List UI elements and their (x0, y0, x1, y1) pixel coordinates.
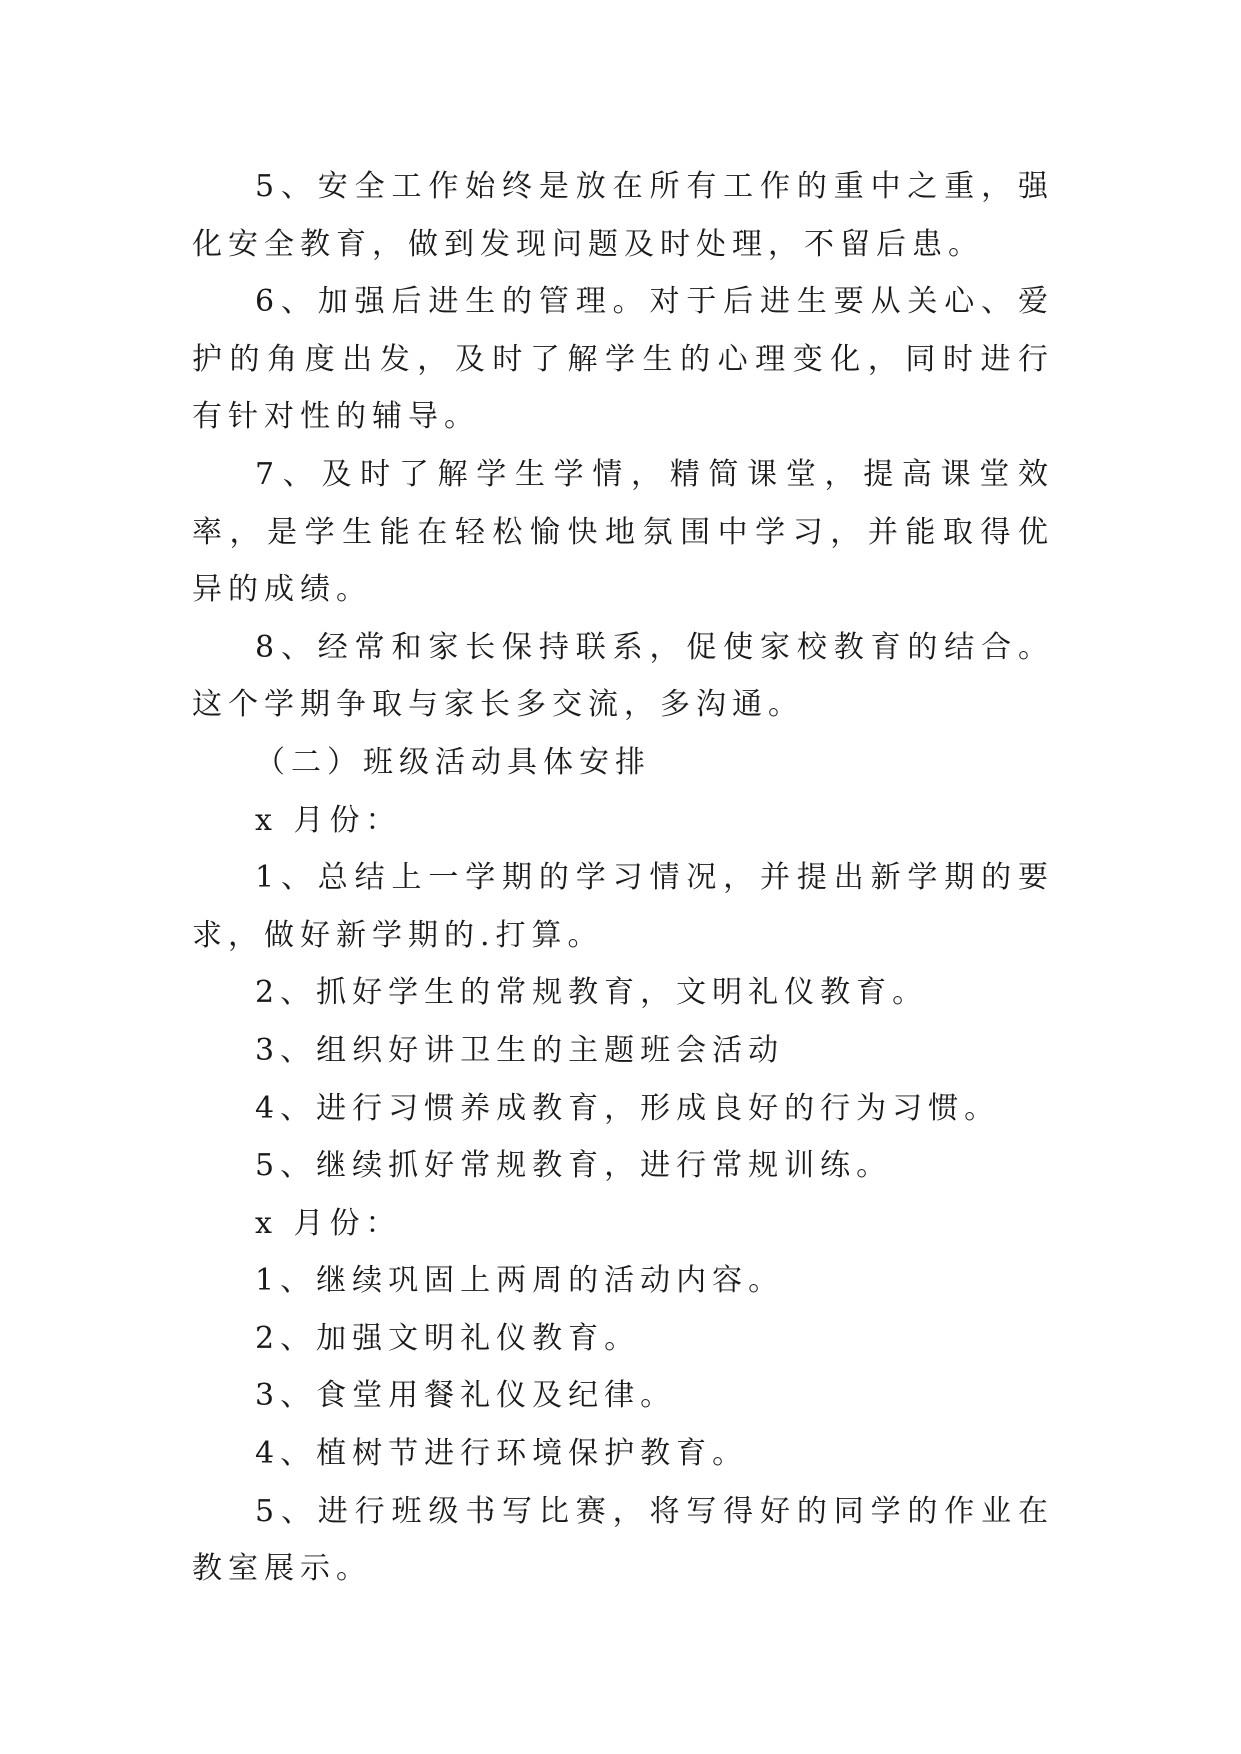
paragraph-parent-contact: 8、经常和家长保持联系，促使家校教育的结合。这个学期争取与家长多交流，多沟通。 (192, 629, 1054, 723)
paragraph-classroom-efficiency: 7、及时了解学生学情，精简课堂，提高课堂效率，是学生能在轻松愉快地氛围中学习，并能取得优异的成绩。 (192, 456, 1054, 608)
list-item: 3、食堂用餐礼仪及纪律。 (255, 1378, 677, 1414)
list-item: 3、组织好讲卫生的主题班会活动 (255, 1032, 785, 1068)
section-heading-class-activities: （二）班级活动具体安排 (255, 744, 651, 780)
list-item: 4、进行习惯养成教育，形成良好的行为习惯。 (255, 1090, 1001, 1126)
list-item: 5、进行班级书写比赛，将写得好的同学的作业在教室展示。 (192, 1493, 1054, 1587)
list-item: 2、加强文明礼仪教育。 (255, 1320, 641, 1356)
paragraph-struggling-students: 6、加强后进生的管理。对于后进生要从关心、爱护的角度出发，及时了解学生的心理变化，同时进行有针对性的辅导。 (192, 284, 1054, 435)
list-item: 4、植树节进行环境保护教育。 (255, 1436, 749, 1472)
month-heading-1: x 月份： (255, 802, 402, 838)
list-item: 5、继续抓好常规教育，进行常规训练。 (255, 1148, 893, 1184)
month-heading-2: x 月份： (255, 1205, 402, 1241)
list-item: 1、总结上一学期的学习情况，并提出新学期的要求，做好新学期的.打算。 (192, 860, 1054, 953)
list-item: 2、抓好学生的常规教育，文明礼仪教育。 (255, 975, 929, 1011)
document-body (192, 158, 1054, 1598)
list-item: 1、继续巩固上两周的活动内容。 (255, 1263, 785, 1299)
paragraph-safety-work: 5、安全工作始终是放在所有工作的重中之重，强化安全教育，做到发现问题及时处理，不留后患。 (192, 169, 1054, 262)
